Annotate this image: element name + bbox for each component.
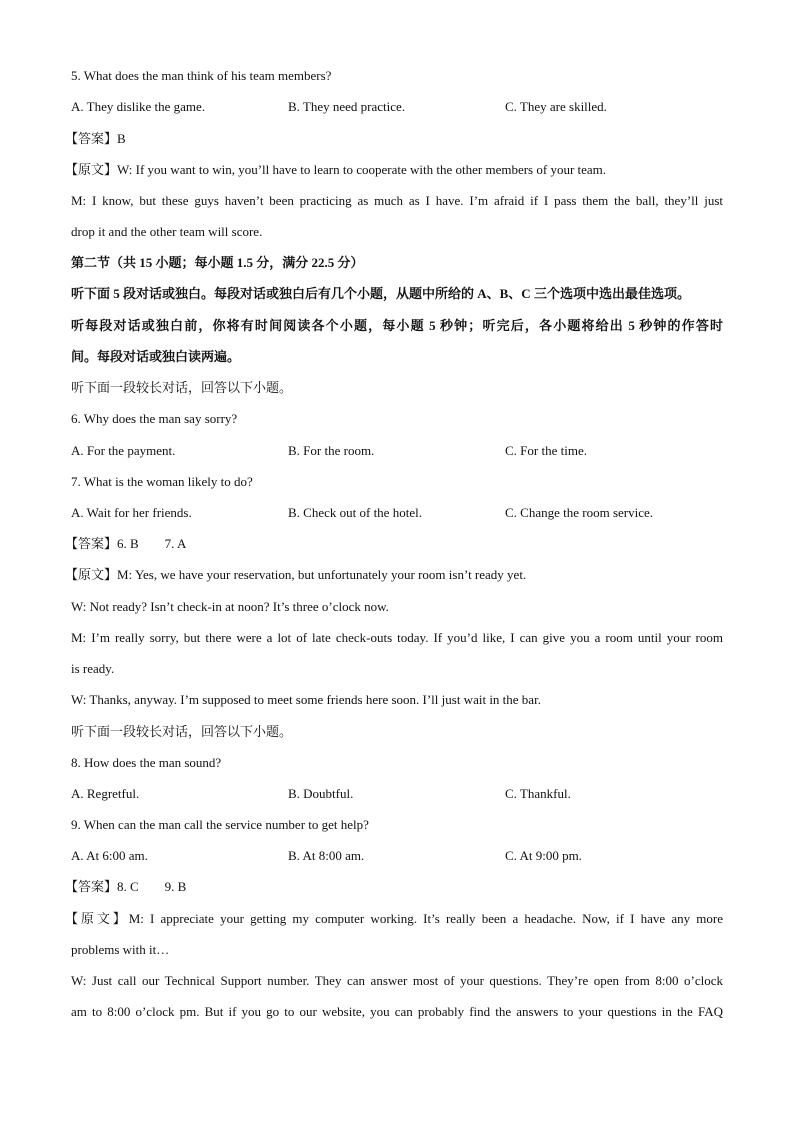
q5-script-line: drop it and the other team will score.	[71, 224, 263, 239]
group-2-answer: 【答案】8. C 9. B	[65, 879, 187, 894]
q8-option-a: A. Regretful.	[71, 786, 140, 801]
q6-option-a: A. For the payment.	[71, 443, 176, 458]
q9-option-a: A. At 6:00 am.	[71, 848, 148, 863]
group-1-script-line: is ready.	[71, 661, 115, 676]
q6-option-c: C. For the time.	[505, 443, 587, 458]
q8-option-c: C. Thankful.	[505, 786, 571, 801]
q9-option-b: B. At 8:00 am.	[288, 848, 365, 863]
group-1-script-line: 【原文】M: Yes, we have your reservation, but unfortunately your room isn’t ready yet.	[65, 567, 527, 582]
section-2-instruction: 听每段对话或独白前，你将有时间阅读各个小题，每小题 5 秒钟；听完后，各小题将给出 5 秒钟的作答时	[71, 318, 723, 333]
q7-option-c: C. Change the room service.	[505, 505, 654, 520]
group-1-script-line: M: I’m really sorry, but there were a lot of late check-outs today. If you’d like, I can give you a room until your room	[71, 630, 723, 645]
question-9: 9. When can the man call the service number to get help?	[71, 817, 369, 832]
question-8: 8. How does the man sound?	[71, 755, 222, 770]
q5-script-line: M: I know, but these guys haven’t been practicing as much as I have. I’m afraid if I pass them the ball, they’ll just	[71, 193, 723, 208]
q5-option-b: B. They need practice.	[288, 99, 406, 114]
q7-option-b: B. Check out of the hotel.	[288, 505, 422, 520]
group-2-script-line: problems with it…	[71, 942, 170, 957]
group-1-script-line: W: Not ready? Isn’t check-in at noon? It’s three o’clock now.	[71, 599, 389, 614]
q5-answer: 【答案】B	[65, 131, 126, 146]
section-2-title: 第二节（共 15 小题；每小题 1.5 分，满分 22.5 分）	[71, 255, 364, 270]
group-1-answer: 【答案】6. B 7. A	[65, 536, 187, 551]
question-7: 7. What is the woman likely to do?	[71, 474, 253, 489]
group-2-intro: 听下面一段较长对话，回答以下小题。	[71, 724, 293, 739]
group-2-script-line: am to 8:00 o’clock pm. But if you go to our website, you can probably find the answers to your questions in the FAQ	[71, 1004, 723, 1019]
q5-option-a: A. They dislike the game.	[71, 99, 206, 114]
q6-option-b: B. For the room.	[288, 443, 375, 458]
q9-option-c: C. At 9:00 pm.	[505, 848, 582, 863]
q8-option-b: B. Doubtful.	[288, 786, 354, 801]
section-2-instruction: 间。每段对话或独白读两遍。	[71, 349, 241, 364]
question-5: 5. What does the man think of his team members?	[71, 68, 332, 83]
group-2-script-line: W: Just call our Technical Support number. They can answer most of your questions. They’re open from 8:00 o’clock	[71, 973, 723, 988]
question-6: 6. Why does the man say sorry?	[71, 411, 238, 426]
q7-option-a: A. Wait for her friends.	[71, 505, 192, 520]
group-1-intro: 听下面一段较长对话，回答以下小题。	[71, 380, 293, 395]
group-1-script-line: W: Thanks, anyway. I’m supposed to meet some friends here soon. I’ll just wait in the bar.	[71, 692, 541, 707]
group-2-script-line: 【原文】M: I appreciate your getting my computer working. It’s really been a headache. Now, if I have any more	[65, 911, 723, 926]
q5-option-c: C. They are skilled.	[505, 99, 607, 114]
section-2-instruction: 听下面 5 段对话或独白。每段对话或独白后有几个小题，从题中所给的 A、B、C 三个选项中选出最佳选项。	[71, 286, 690, 301]
q5-script-line: 【原文】W: If you want to win, you’ll have to learn to cooperate with the other members of your team.	[65, 162, 607, 177]
